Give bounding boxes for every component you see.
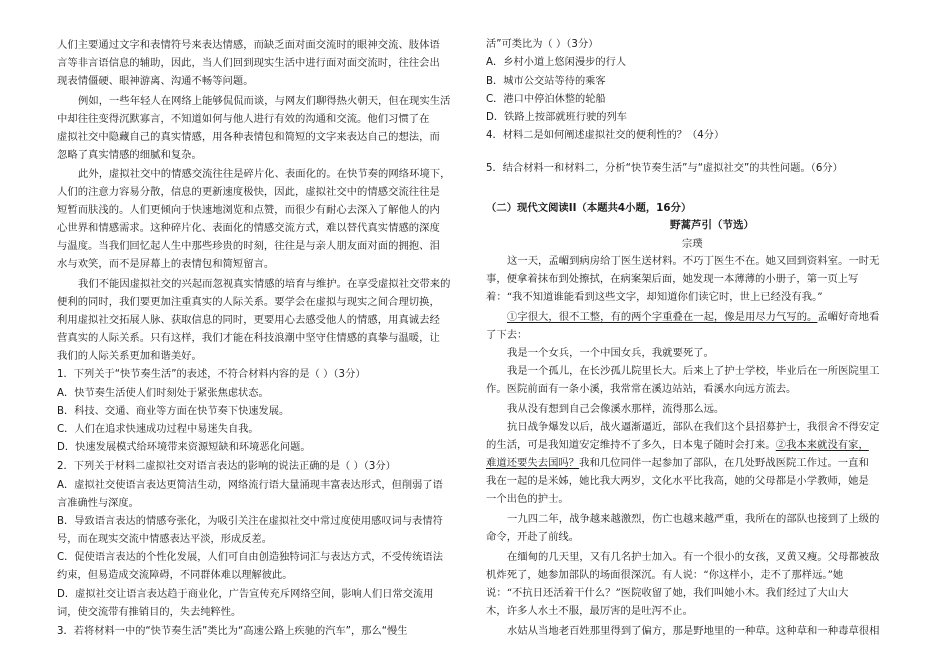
question-3-option-c: C．港口中停泊休整的轮船 bbox=[486, 94, 606, 105]
question-2-option-b-cont: 号，而在现实交流中情感表达平淡，形成反差。 bbox=[57, 534, 272, 545]
text-line: 虚拟社交中隐藏自己的真实情感，用各种表情包和简短的文字来表达自己的想法，而 bbox=[57, 131, 440, 143]
question-2-option-d-cont: 词，使交流带有推销目的，失去纯粹性。 bbox=[57, 607, 242, 618]
text-line: 我在一起的是米姊，她比我大两岁，文化水平比我高，她的父母都是小学教师，她是 bbox=[486, 475, 869, 487]
text-line: 事，便拿着抹布到处擦拭，在病案架后面，她发现一本薄薄的小册子，第一页上写 bbox=[486, 273, 859, 285]
text-line bbox=[486, 438, 869, 452]
text-line: 了下去： bbox=[486, 329, 528, 341]
text-line: 人们主要通过文字和表情符号来表达情感，而缺乏面对面交流时的眼神交流、肢体语 bbox=[57, 39, 440, 51]
text-line: 我们不能因虚拟社交的兴起而忽视真实情感的培育与维护。在享受虚拟社交带来的 bbox=[78, 278, 451, 290]
text-span: 的生活，可是我知道安定维持不了多久，日本鬼子随时会打来。 bbox=[486, 439, 776, 451]
question-3-stem-cont: 活”可类比为（ ）（3分） bbox=[486, 39, 599, 50]
text-line: 我们的人际关系更加和谐美好。 bbox=[57, 350, 202, 362]
text-line: 作。医院前面有一条小溪，我常常在溪边站站，看溪水向远方流去。 bbox=[486, 383, 797, 395]
question-3-option-d: D．铁路上按部就班行驶的列车 bbox=[486, 112, 627, 123]
text-span: 孟嵋好奇地看 bbox=[817, 311, 880, 323]
text-line: 现表情僵硬、眼神游离、沟通不畅等问题。 bbox=[57, 75, 254, 87]
question-3-option-a: A．乡村小道上悠闲漫步的行人 bbox=[486, 57, 627, 68]
text-line: 命令，开赴了前线。 bbox=[486, 531, 580, 543]
question-3-option-b: B．城市公交站等待的乘客 bbox=[486, 76, 606, 87]
text-span: 我和几位同伴一起参加了部队，在几处野战医院工作过。一直和 bbox=[579, 457, 869, 469]
story-author: 宗璞 bbox=[682, 238, 703, 250]
right-column bbox=[486, 0, 896, 672]
text-line: 这一天，孟嵋到病房给丁医生送材料。不巧丁医生不在。她又回到资料室。一时无 bbox=[507, 255, 880, 267]
question-2-option-a: A．虚拟社交使语言表达更简洁生动，网络流行语大量涌现丰富表达形式，但削弱了语 bbox=[57, 480, 443, 491]
question-3-stem: 3．若将材料一中的“快节奏生活”类比为“高速公路上疾驰的汽车”，那么“慢生 bbox=[57, 626, 408, 637]
question-2-option-c: C．促使语言表达的个性化发展，人们可自由创造独特词汇与表达方式，不受传统语法 bbox=[57, 552, 443, 563]
text-line: 机炸死了，她参加部队的场面很深沉。有人说：“你这样小，走不了那样远。”她 bbox=[486, 569, 844, 581]
text-line: 心世界和情感需求。这种碎片化、表面化的情感交流方式，难以替代真实情感的深度 bbox=[57, 222, 440, 234]
question-2-option-a-cont: 言准确性与深度。 bbox=[57, 498, 139, 509]
text-line: 短暂而肤浅的。人们更倾向于快速地浏览和点赞，而很少有耐心去深入了解他人的内 bbox=[57, 204, 440, 216]
question-2-option-c-cont: 约束，但易造成交流障碍，不同群体难以理解彼此。 bbox=[57, 570, 293, 581]
text-line bbox=[507, 310, 880, 324]
text-line: 人们的注意力容易分散，信息的更新速度极快，因此，虚拟社交中的情感交流往往是 bbox=[57, 186, 440, 198]
question-1-option-b: B．科技、交通、商业等方面在快节奏下快速发展。 bbox=[57, 406, 290, 417]
text-line: 水姑从当地老百姓那里得到了偏方，那是野地里的一种草。这种草和一种毒草很相 bbox=[507, 625, 880, 637]
text-line: 着：“我不知道谁能看到这些文字，却知道你们读它时，世上已经没有我。” bbox=[486, 291, 823, 303]
underlined-sentence-2: ②我本来就没有家， bbox=[775, 439, 869, 451]
text-line: 此外，虚拟社交中的情感交流往往是碎片化、表面化的。在快节奏的网络环境下， bbox=[78, 168, 451, 180]
question-1-stem: 1．下列关于“快节奏生活”的表述，不符合材料内容的是（ ）（3分） bbox=[57, 369, 366, 380]
left-column bbox=[57, 0, 467, 672]
question-1-option-c: C．人们在追求快速成功过程中易迷失自我。 bbox=[57, 424, 259, 435]
text-line: 我从没有想到自己会像溪水那样，流得那么远。 bbox=[507, 403, 725, 415]
text-line: 中却往往变得沉默寡言，不知道如何与他人进行有效的沟通和交流。他们习惯了在 bbox=[57, 113, 430, 125]
text-line: 木，许多人水土不服，最厉害的是吐泻不止。 bbox=[486, 605, 693, 617]
section-heading: （二）现代文阅读II（本题共4小题，16分） bbox=[486, 202, 692, 214]
story-title: 野蒿芦引（节选） bbox=[670, 219, 754, 231]
underlined-sentence-2-cont: 难道还要失去国吗？ bbox=[486, 457, 580, 469]
text-line: 利用虚拟社交拓展人脉、获取信息的同时，更要用心去感受他人的情感，用真诚去经 bbox=[57, 314, 440, 326]
question-1-option-d: D．快速发展模式给环境带来资源短缺和环境恶化问题。 bbox=[57, 442, 311, 453]
text-line: 我是一个女兵，一个中国女兵，我就要死了。 bbox=[507, 347, 714, 359]
text-line bbox=[486, 456, 869, 470]
text-line: 在缅甸的几天里，又有几名护士加入。有一个很小的女孩，叉黄又瘦。父母都被敌 bbox=[507, 551, 880, 563]
text-line: 说：“不抗日还活着干什么？”医院收留了她，我们叫她小木。我们经过了大山大 bbox=[486, 587, 849, 599]
question-2-option-d: D．虚拟社交让语言表达趋于商业化，广告宣传充斥网络空间，影响人们日常交流用 bbox=[57, 589, 434, 600]
text-line: 我是一个孤儿，在长沙孤儿院里长大。后来上了护士学校，毕业后在一所医院里工 bbox=[507, 365, 880, 377]
text-line: 言等非言语信息的辅助，因此，当人们回到现实生活中进行面对面交流时，往往会出 bbox=[57, 57, 440, 69]
question-2-stem: 2．下列关于材料二虚拟社交对语言表达的影响的说法正确的是（ ）（3分） bbox=[57, 461, 396, 472]
text-line: 便利的同时，我们要更加注重真实的人际关系。要学会在虚拟与现实之间合理切换， bbox=[57, 296, 440, 308]
text-line: 一个出色的护士。 bbox=[486, 493, 569, 505]
text-line: 例如，一些年轻人在网络上能够侃侃而谈，与网友们聊得热火朝天，但在现实生活 bbox=[78, 95, 451, 107]
text-line: 忽略了真实情感的细腻和复杂。 bbox=[57, 149, 202, 161]
text-line: 水与欢笑，而不是屏幕上的表情包和简短留言。 bbox=[57, 258, 275, 270]
question-2-option-b: B．导致语言表达的情感夸张化，为吸引关注在虚拟社交中常过度使用感叹词与表情符 bbox=[57, 516, 443, 527]
text-line: 营真实的人际关系。只有这样，我们才能在科技浪潮中坚守住情感的真挚与温暖，让 bbox=[57, 332, 440, 344]
text-line: 抗日战争爆发以后，战火逼渐逼近，部队在我们这个县招募护士，我很舍不得安定 bbox=[507, 421, 880, 433]
text-line: 一九四二年，战争越来越激烈，伤亡也越来越严重，我所在的部队也接到了上级的 bbox=[507, 513, 880, 525]
text-line: 与温度。当我们回忆起人生中那些珍贵的时刻，往往是与亲人朋友面对面的拥抱、泪 bbox=[57, 240, 440, 252]
question-5: 5．结合材料一和材料二，分析“快节奏生活”与“虚拟社交”的共性问题。（6分） bbox=[486, 163, 843, 174]
question-4: 4．材料二是如何阐述虚拟社交的便利性的？（4分） bbox=[486, 130, 725, 141]
underlined-sentence-1: ①字很大，很不工整，有的两个字重叠在一起，像是用尽力气写的。 bbox=[507, 311, 818, 323]
question-1-option-a: A．快节奏生活使人们时刻处于紧张焦虑状态。 bbox=[57, 388, 269, 399]
